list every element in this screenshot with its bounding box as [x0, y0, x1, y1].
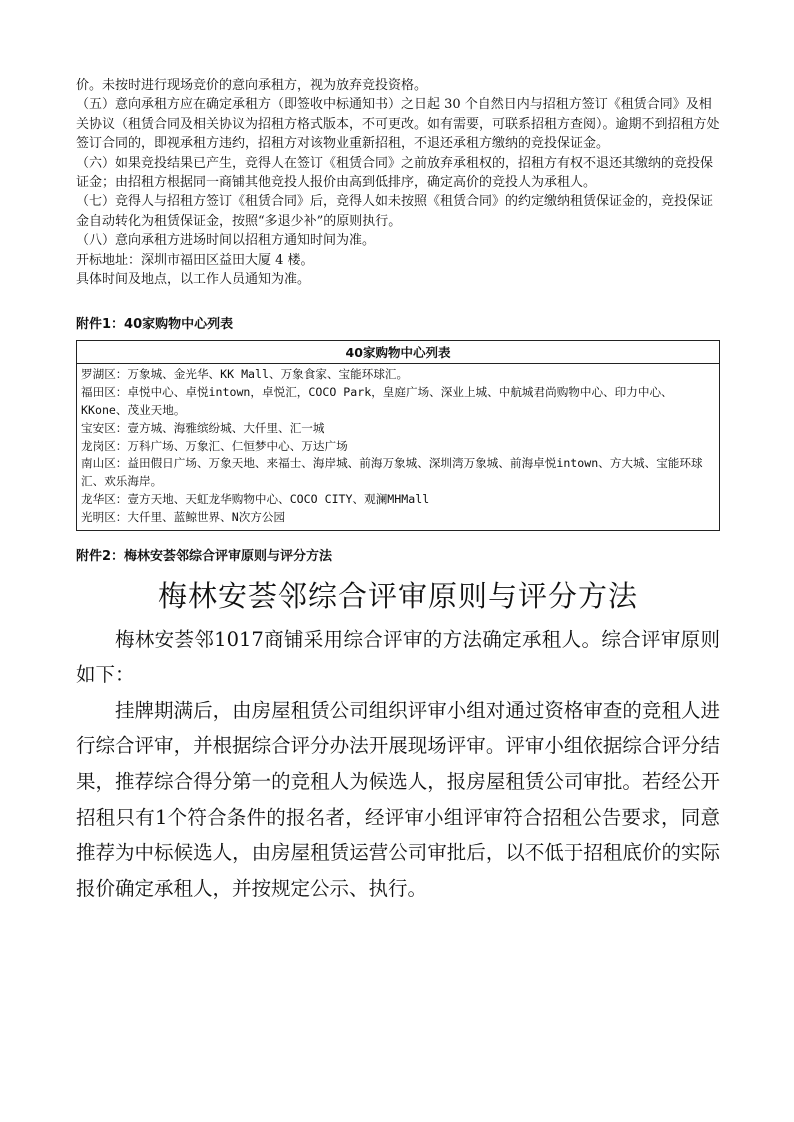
evaluation-title: 梅林安荟邻综合评审原则与评分方法 — [157, 578, 638, 613]
evaluation-paragraph: 梅林安荟邻1017商铺采用综合评审的方法确定承租人。综合评审原则如下： — [76, 627, 720, 687]
opening-address: 开标地址：深圳市福田区益田大厦 4 楼。 — [76, 252, 314, 268]
evaluation-body — [76, 622, 720, 907]
attachment1-heading: 附件1：40家购物中心列表 — [76, 317, 234, 333]
district-row-guangming: 光明区：大仟里、蓝鲸世界、N次方公园 — [81, 509, 286, 524]
mall-list-table — [76, 340, 720, 530]
rules-paragraph: （七）竞得人与招租方签订《租赁合同》后，竞得人如未按照《租赁合同》的约定缴纳租赁保证金的，竞投保证金自动转化为租赁保证金，按照“多退少补”的原则执行。 — [76, 194, 714, 229]
evaluation-paragraph: 挂牌期满后，由房屋租赁公司组织评审小组对通过资格审查的竞租人进行综合评审，并根据综合评分办法开展现场评审。评审小组依据综合评分结果，推荐综合得分第一的竞租人为候选人，报房屋租赁公司审批。若经公开招租只有1个符合条件的报名者，经评审小组评审符合招租公告要求，同意推荐为中标候选人，由房屋租赁运营公司审批后，以不低于招租底价的实际报价确定承租人，并按规定公示、执行。 — [76, 698, 720, 900]
district-row-futian: 福田区：卓悦中心、卓悦intown，卓悦汇，COCO Park，皇庭广场、深业上城、中航城君尚购物中心、印力中心、KKone、茂业天地。 — [81, 385, 673, 418]
district-row-longgang: 龙岗区：万科广场、万象汇、仁恒梦中心、万达广场 — [81, 438, 348, 453]
mall-table-title: 40家购物中心列表 — [77, 341, 719, 364]
bidding-rules-section — [76, 76, 720, 289]
attachment2-heading: 附件2：梅林安荟邻综合评审原则与评分方法 — [76, 548, 333, 564]
district-row-nanshan: 南山区：益田假日广场、万象天地、来福士、海岸城、前海万象城、深圳湾万象城、前海卓悦intown、方大城、宝能环球汇、欢乐海岸。 — [81, 456, 703, 489]
time-location-note: 具体时间及地点，以工作人员通知为准。 — [76, 272, 311, 288]
district-row-luohu: 罗湖区：万象城、金光华、KK Mall、万象食家、宝能环球汇。 — [81, 367, 409, 382]
rules-paragraph: （六）如果竞投结果已产生，竞得人在签订《租赁合同》之前放弃承租权的，招租方有权不退还其缴纳的竞投保证金；由招租方根据同一商铺其他竞投人报价由高到低排序，确定高价的竞投人为承租人。 — [76, 155, 714, 191]
district-row-baoan: 宝安区：壹方城、海雅缤纷城、大仟里、汇一城 — [81, 420, 325, 435]
rules-paragraph: （五）意向承租方应在确定承租方（即签收中标通知书）之日起 30 个自然日内与招租方签订《租赁合同》及相关协议（租赁合同及相关协议为招租方格式版本，不可更改。如有需要，可联系招租方查阅）。逾期不到招租方处签订合同的，即视承租方违约，招租方对该物业重新招租，不退还承租方缴纳的竞投保证金。 — [76, 97, 720, 152]
district-row-longhua: 龙华区：壹方天地、天虹龙华购物中心、COCO CITY、观澜MHMall — [81, 492, 430, 507]
document-page — [76, 76, 720, 906]
mall-table-body — [77, 364, 719, 529]
rules-paragraph: 价。未按时进行现场竞价的意向承租方，视为放弃竞投资格。 — [76, 78, 428, 93]
rules-paragraph: （八）意向承租方进场时间以招租方通知时间为准。 — [76, 233, 376, 249]
